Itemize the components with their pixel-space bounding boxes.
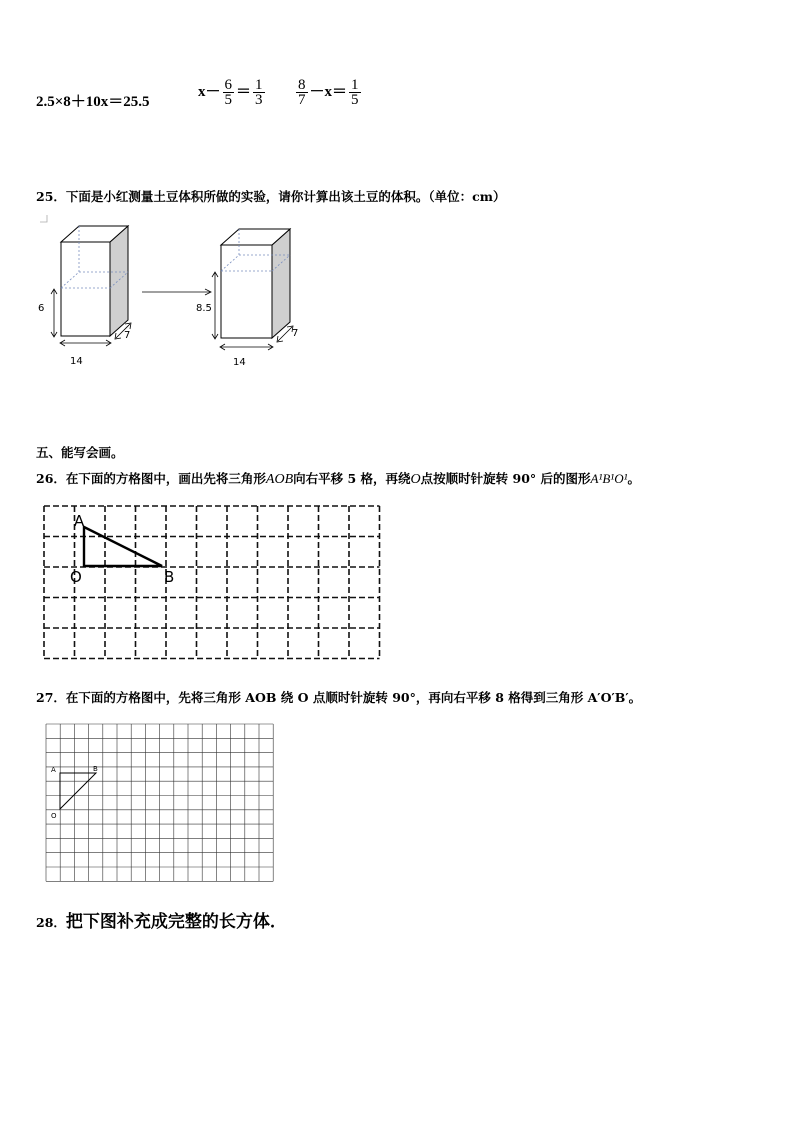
question-27-text: 27．在下面的方格图中，先将三角形 AOB 绕 O 点顺时针旋转 90°，再向右平移 8 格得到三角形 A′O′B′。	[36, 690, 642, 705]
fig2-height-label: 8.5	[196, 303, 212, 314]
fig1-height-label: 6	[38, 303, 45, 314]
q27-grid	[46, 724, 273, 881]
q26-label-a: A	[74, 512, 85, 530]
eq3-mid: －x＝	[309, 83, 348, 100]
q26-grid-figure	[40, 500, 385, 670]
equation-3	[294, 78, 363, 107]
q27-label-b: B	[93, 765, 98, 773]
question-25-text: 25．下面是小红测量土豆体积所做的实验，请你计算出该土豆的体积。（单位：cm）	[36, 189, 506, 204]
q26-label-o: O	[70, 568, 82, 586]
equation-1: 2.5×8＋10x＝25.5	[36, 94, 150, 110]
q27-label-a: A	[51, 766, 56, 774]
q26-italic-a1b1o1: A¹B¹O¹	[590, 471, 628, 486]
section-5-title: 五、能写会画。	[36, 445, 124, 460]
question-28-text: 把下图补充成完整的长方体．	[65, 912, 287, 932]
container-2	[196, 229, 298, 368]
eq2-mid: ＝	[236, 83, 252, 100]
q27-grid-figure	[40, 720, 275, 885]
eq3-fraction-1: $\frac{8}{7}$	[298, 77, 306, 108]
q27-label-o: O	[51, 812, 57, 820]
fig1-length-label: 14	[70, 356, 83, 367]
fig2-width-label: 7	[292, 328, 299, 339]
q25-figure	[30, 210, 330, 380]
question-28-number: 28．	[36, 915, 66, 930]
corner-mark	[40, 215, 47, 222]
eq2-fraction-2: $\frac{1}{3}$	[255, 77, 263, 108]
eq2-pre: x－	[198, 83, 221, 100]
eq2-fraction-1: $\frac{6}{5}$	[224, 77, 233, 108]
q26-dashed-grid	[44, 506, 380, 659]
q26-italic-aob: AOB	[265, 472, 294, 487]
fig2-length-label: 14	[233, 357, 246, 368]
container-1	[38, 226, 131, 367]
question-28	[36, 907, 287, 932]
q27-triangle-aob	[60, 773, 96, 809]
q26-triangle-aob	[84, 527, 162, 566]
question-26-text: 26．在下面的方格图中，画出先将三角形AOB向右平移 5 格，再绕O点按顺时针旋转 90° 后的图形A¹B¹O¹。	[36, 471, 640, 487]
equation-2	[198, 78, 267, 107]
fig1-width-label: 7	[124, 330, 131, 341]
eq3-fraction-2: $\frac{1}{5}$	[351, 77, 359, 108]
q26-italic-o: O	[410, 472, 421, 487]
q26-label-b: B	[164, 568, 175, 586]
